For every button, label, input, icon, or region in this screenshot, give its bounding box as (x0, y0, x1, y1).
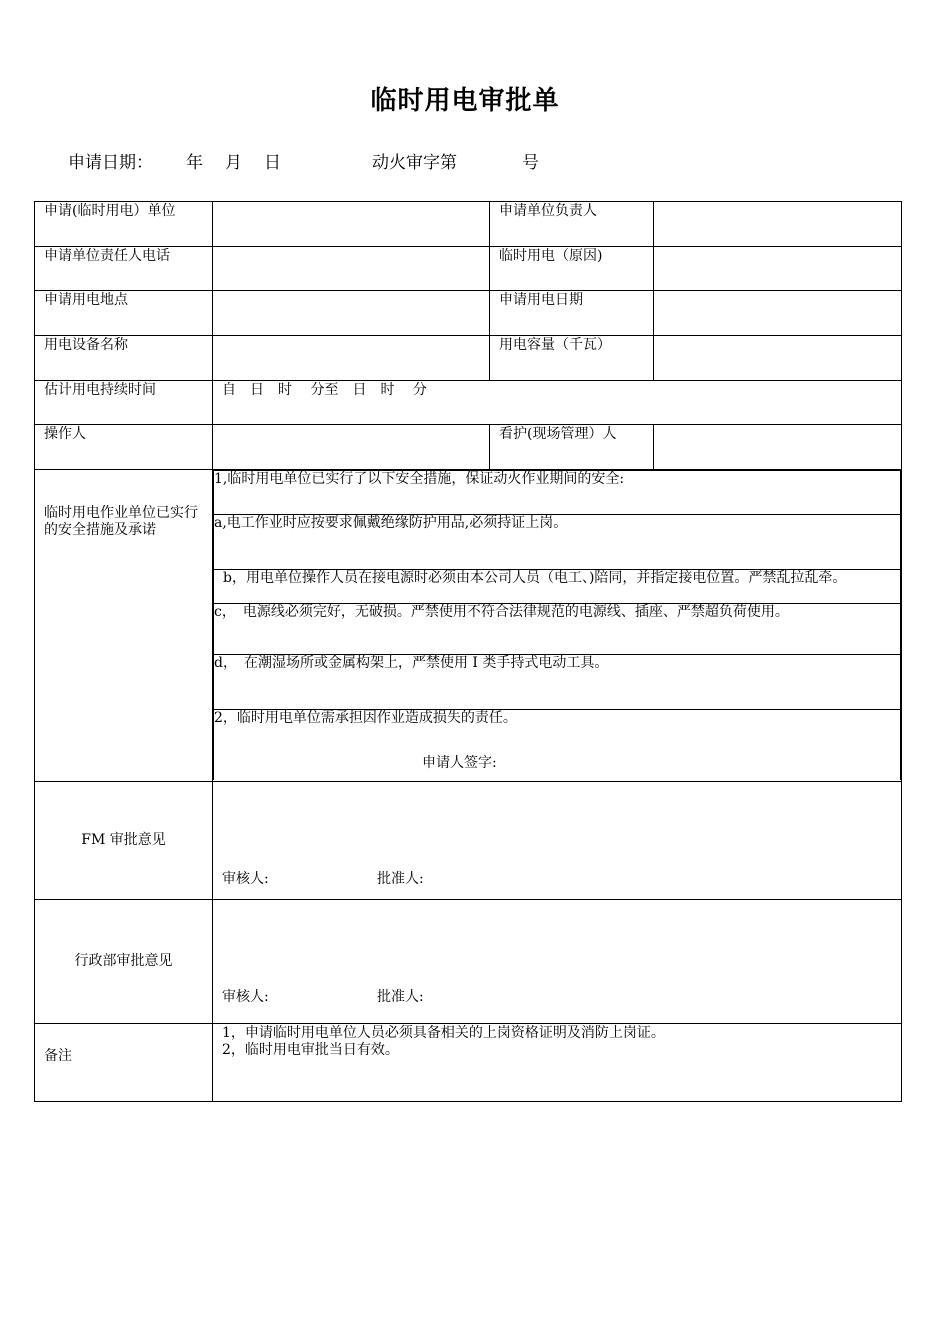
unit-lead-label: 申请单位负责人 (499, 203, 597, 219)
equipment-field[interactable] (213, 336, 490, 381)
fm-approval-label: FM 审批意见 (81, 832, 166, 848)
duration-label: 估计用电持续时间 (44, 382, 156, 398)
reason-field[interactable] (654, 247, 902, 291)
usage-date-label: 申请用电日期 (499, 292, 583, 308)
approval-form-table (34, 201, 902, 1102)
fire-permit-prefix: 动火审字第 (372, 153, 457, 173)
safety-item-1: 1,临时用电单位已实行了以下安全措施，保证动火作业期间的安全: (214, 471, 901, 515)
safety-item-c: c， 电源线必须完好，无破损。严禁使用不符合法律规范的电源线、插座、严禁超负荷使用。 (214, 604, 901, 655)
remarks-row (35, 1024, 902, 1102)
equipment-label: 用电设备名称 (44, 337, 128, 353)
table-row (35, 425, 902, 470)
duration-value: 自 日 时 分至 日 时 分 (222, 382, 427, 398)
phone-label: 申请单位责任人电话 (44, 248, 170, 264)
safety-measures-list (213, 470, 901, 780)
year-label: 年 (186, 153, 203, 173)
admin-reviewer-label: 审核人: (222, 989, 269, 1005)
safety-item-d: d， 在潮湿场所或金属构架上，严禁使用 I 类手持式电动工具。 (214, 655, 901, 710)
duration-field[interactable] (213, 381, 902, 425)
admin-approval-label: 行政部审批意见 (74, 953, 173, 969)
fm-reviewer-label: 审核人: (222, 871, 269, 887)
admin-approval-field[interactable] (213, 900, 902, 1024)
fm-approval-field[interactable] (213, 782, 902, 900)
form-title: 临时用电审批单 (370, 86, 560, 116)
reason-label: 临时用电（原因) (499, 248, 603, 264)
guard-field[interactable] (654, 425, 902, 470)
applicant-signature-label[interactable]: 申请人签字: (422, 755, 497, 771)
safety-item-a: a,电工作业时应按要求佩戴绝缘防护用品,必须持证上岗。 (214, 515, 901, 570)
fm-approver-label: 批准人: (377, 871, 424, 887)
remarks-line-1: 1，申请临时用电单位人员必须具备相关的上岗资格证明及消防上岗证。 (222, 1025, 665, 1041)
unit-field[interactable] (213, 202, 490, 247)
safety-row (35, 470, 902, 782)
guard-label: 看护(现场管理）人 (499, 426, 617, 442)
table-row (35, 202, 902, 247)
safety-item-2: 2，临时用电单位需承担因作业造成损失的责任。 (214, 710, 517, 726)
operator-field[interactable] (213, 425, 490, 470)
location-field[interactable] (213, 291, 490, 336)
operator-label: 操作人 (44, 426, 86, 442)
admin-approver-label: 批准人: (377, 989, 424, 1005)
fm-approval-row (35, 782, 902, 900)
capacity-field[interactable] (654, 336, 902, 381)
table-row (35, 291, 902, 336)
day-label: 日 (264, 153, 281, 173)
table-row (35, 247, 902, 291)
application-date-label: 申请日期： (68, 153, 153, 173)
capacity-label: 用电容量（千瓦） (499, 337, 611, 353)
table-row (35, 336, 902, 381)
fm-signature-line (222, 868, 424, 888)
admin-approval-row (35, 900, 902, 1024)
unit-lead-field[interactable] (654, 202, 902, 247)
usage-date-field[interactable] (654, 291, 902, 336)
admin-signature-line (222, 986, 424, 1006)
table-row (35, 381, 902, 425)
remarks-label: 备注 (44, 1048, 72, 1064)
month-label: 月 (225, 153, 242, 173)
phone-field[interactable] (213, 247, 490, 291)
safety-label: 临时用电作业单位已实行的安全措施及承诺 (44, 505, 198, 538)
fire-permit-suffix: 号 (522, 153, 539, 173)
remarks-line-2: 2，临时用电审批当日有效。 (222, 1042, 399, 1058)
safety-item-b: b，用电单位操作人员在接电源时必须由本公司人员（电工、)陪同，并指定接电位置。严禁乱拉乱牵。 (223, 570, 847, 586)
unit-label: 申请(临时用电）单位 (44, 203, 176, 219)
location-label: 申请用电地点 (44, 292, 128, 308)
